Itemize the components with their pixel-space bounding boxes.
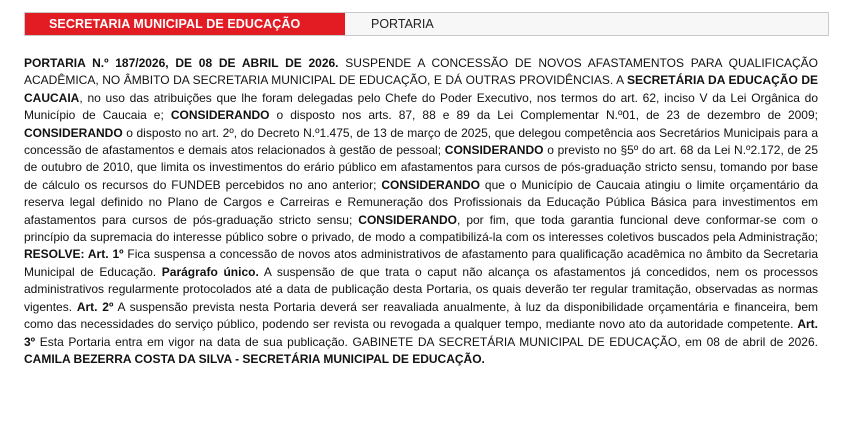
portaria-number: PORTARIA N.º 187/2026, DE 08 DE ABRIL DE 2026. [24, 56, 339, 70]
portaria-ementa: SUSPENDE A CONCESSÃO DE NOVOS AFASTAMENTOS PARA QUALIFICAÇÃO ACADÊMICA, NO ÂMBITO DA SECRETARIA MUNICIPAL DE EDUCAÇÃO, E DÁ OUTRAS PROVIDÊNCIAS. A [24, 56, 818, 88]
secretaria-label: SECRETARIA MUNICIPAL DE EDUCAÇÃO [25, 13, 345, 35]
considerando-label-3: CONSIDERANDO [444, 143, 544, 158]
considerando-text-2: o disposto no art. 2º, do Decreto N.º1.475, de 13 de março de 2025, que delegou competência aos Secretários Municipais para a concessão de afastamentos e demais atos relacionados à gestão de pessoal; [24, 125, 818, 158]
document-type-label: PORTARIA [371, 17, 434, 31]
art1-text: Fica suspensa a concessão de novos atos administrativos de afastamento para qualificação acadêmica no âmbito da Secretaria Municipal de Educação. [24, 247, 818, 279]
considerando-text-3: o previsto no §5º do art. 68 da Lei N.º2.172, de 25 de outubro de 2010, que limita os investimentos do erário público em afastamentos para cursos de pós-graduação stricto sensu, tomando por base de cálculo os recursos do FUNDEB percebidos no ano anterior; [24, 143, 818, 192]
considerando-text-4: que o Município de Caucaia atingiu o limite orçamentário da reserva legal definido no Plano de Cargos e Carreiras e Remuneração dos Profissionais da Educação Pública Básica para investimentos em afastamentos para cursos de pós-graduação stricto sensu; [24, 177, 818, 227]
art3-label: Art. 3º [24, 317, 818, 349]
art2-label: Art. 2º [76, 299, 114, 314]
resolve-art1-label: RESOLVE: Art. 1º [24, 247, 124, 262]
considerando-label-4: CONSIDERANDO [381, 177, 480, 192]
authority-name: SECRETÁRIA DA EDUCAÇÃO DE CAUCAIA [24, 73, 819, 105]
considerando-text-1: o disposto nos arts. 87, 88 e 89 da Lei Complementar N.º01, de 23 de dezembro de 2009; [269, 108, 818, 123]
section-header [24, 12, 829, 36]
art3-text: Esta Portaria entra em vigor na data de sua publicação. GABINETE DA SECRETÁRIA MUNICIPAL DE EDUCAÇÃO, em 08 de abril de 2026. [35, 334, 818, 349]
considerando-label-5: CONSIDERANDO [358, 212, 457, 227]
signature-line: CAMILA BEZERRA COSTA DA SILVA - SECRETÁRIA MUNICIPAL DE EDUCAÇÃO. [24, 351, 485, 366]
preamble-text: , no uso das atribuições que lhe foram delegadas pelo Chefe do Poder Executivo, nos termos do art. 62, inciso V da Lei Orgânica do Município de Caucaia e; [24, 90, 818, 123]
paragrafo-unico-label: Parágrafo único. [161, 264, 259, 279]
art2-text: A suspensão prevista nesta Portaria deverá ser reavaliada anualmente, à luz da disponibilidade orçamentária e financeira, bem como das necessidades do serviço público, podendo ser revista ou revogada a qualquer tempo, mediante novo ato da autoridade competente. [24, 299, 818, 332]
portaria-text [24, 55, 818, 368]
paragrafo-unico-text: A suspensão de que trata o caput não alcança os afastamentos já concedidos, nem os processos administrativos regularmente protocolados até a data de publicação desta Portaria, os quais deverão ter regular tramitação, observadas as normas vigentes. [24, 264, 819, 314]
considerando-label-1: CONSIDERANDO [170, 108, 270, 123]
considerando-text-5: , por fim, que toda garantia funcional deve conformar-se com o princípio da supremacia do interesse público sobre o privado, de modo a compatibilizá-la com os interesses coletivos buscados pela Administração; [24, 212, 818, 245]
considerando-label-2: CONSIDERANDO [24, 125, 123, 140]
